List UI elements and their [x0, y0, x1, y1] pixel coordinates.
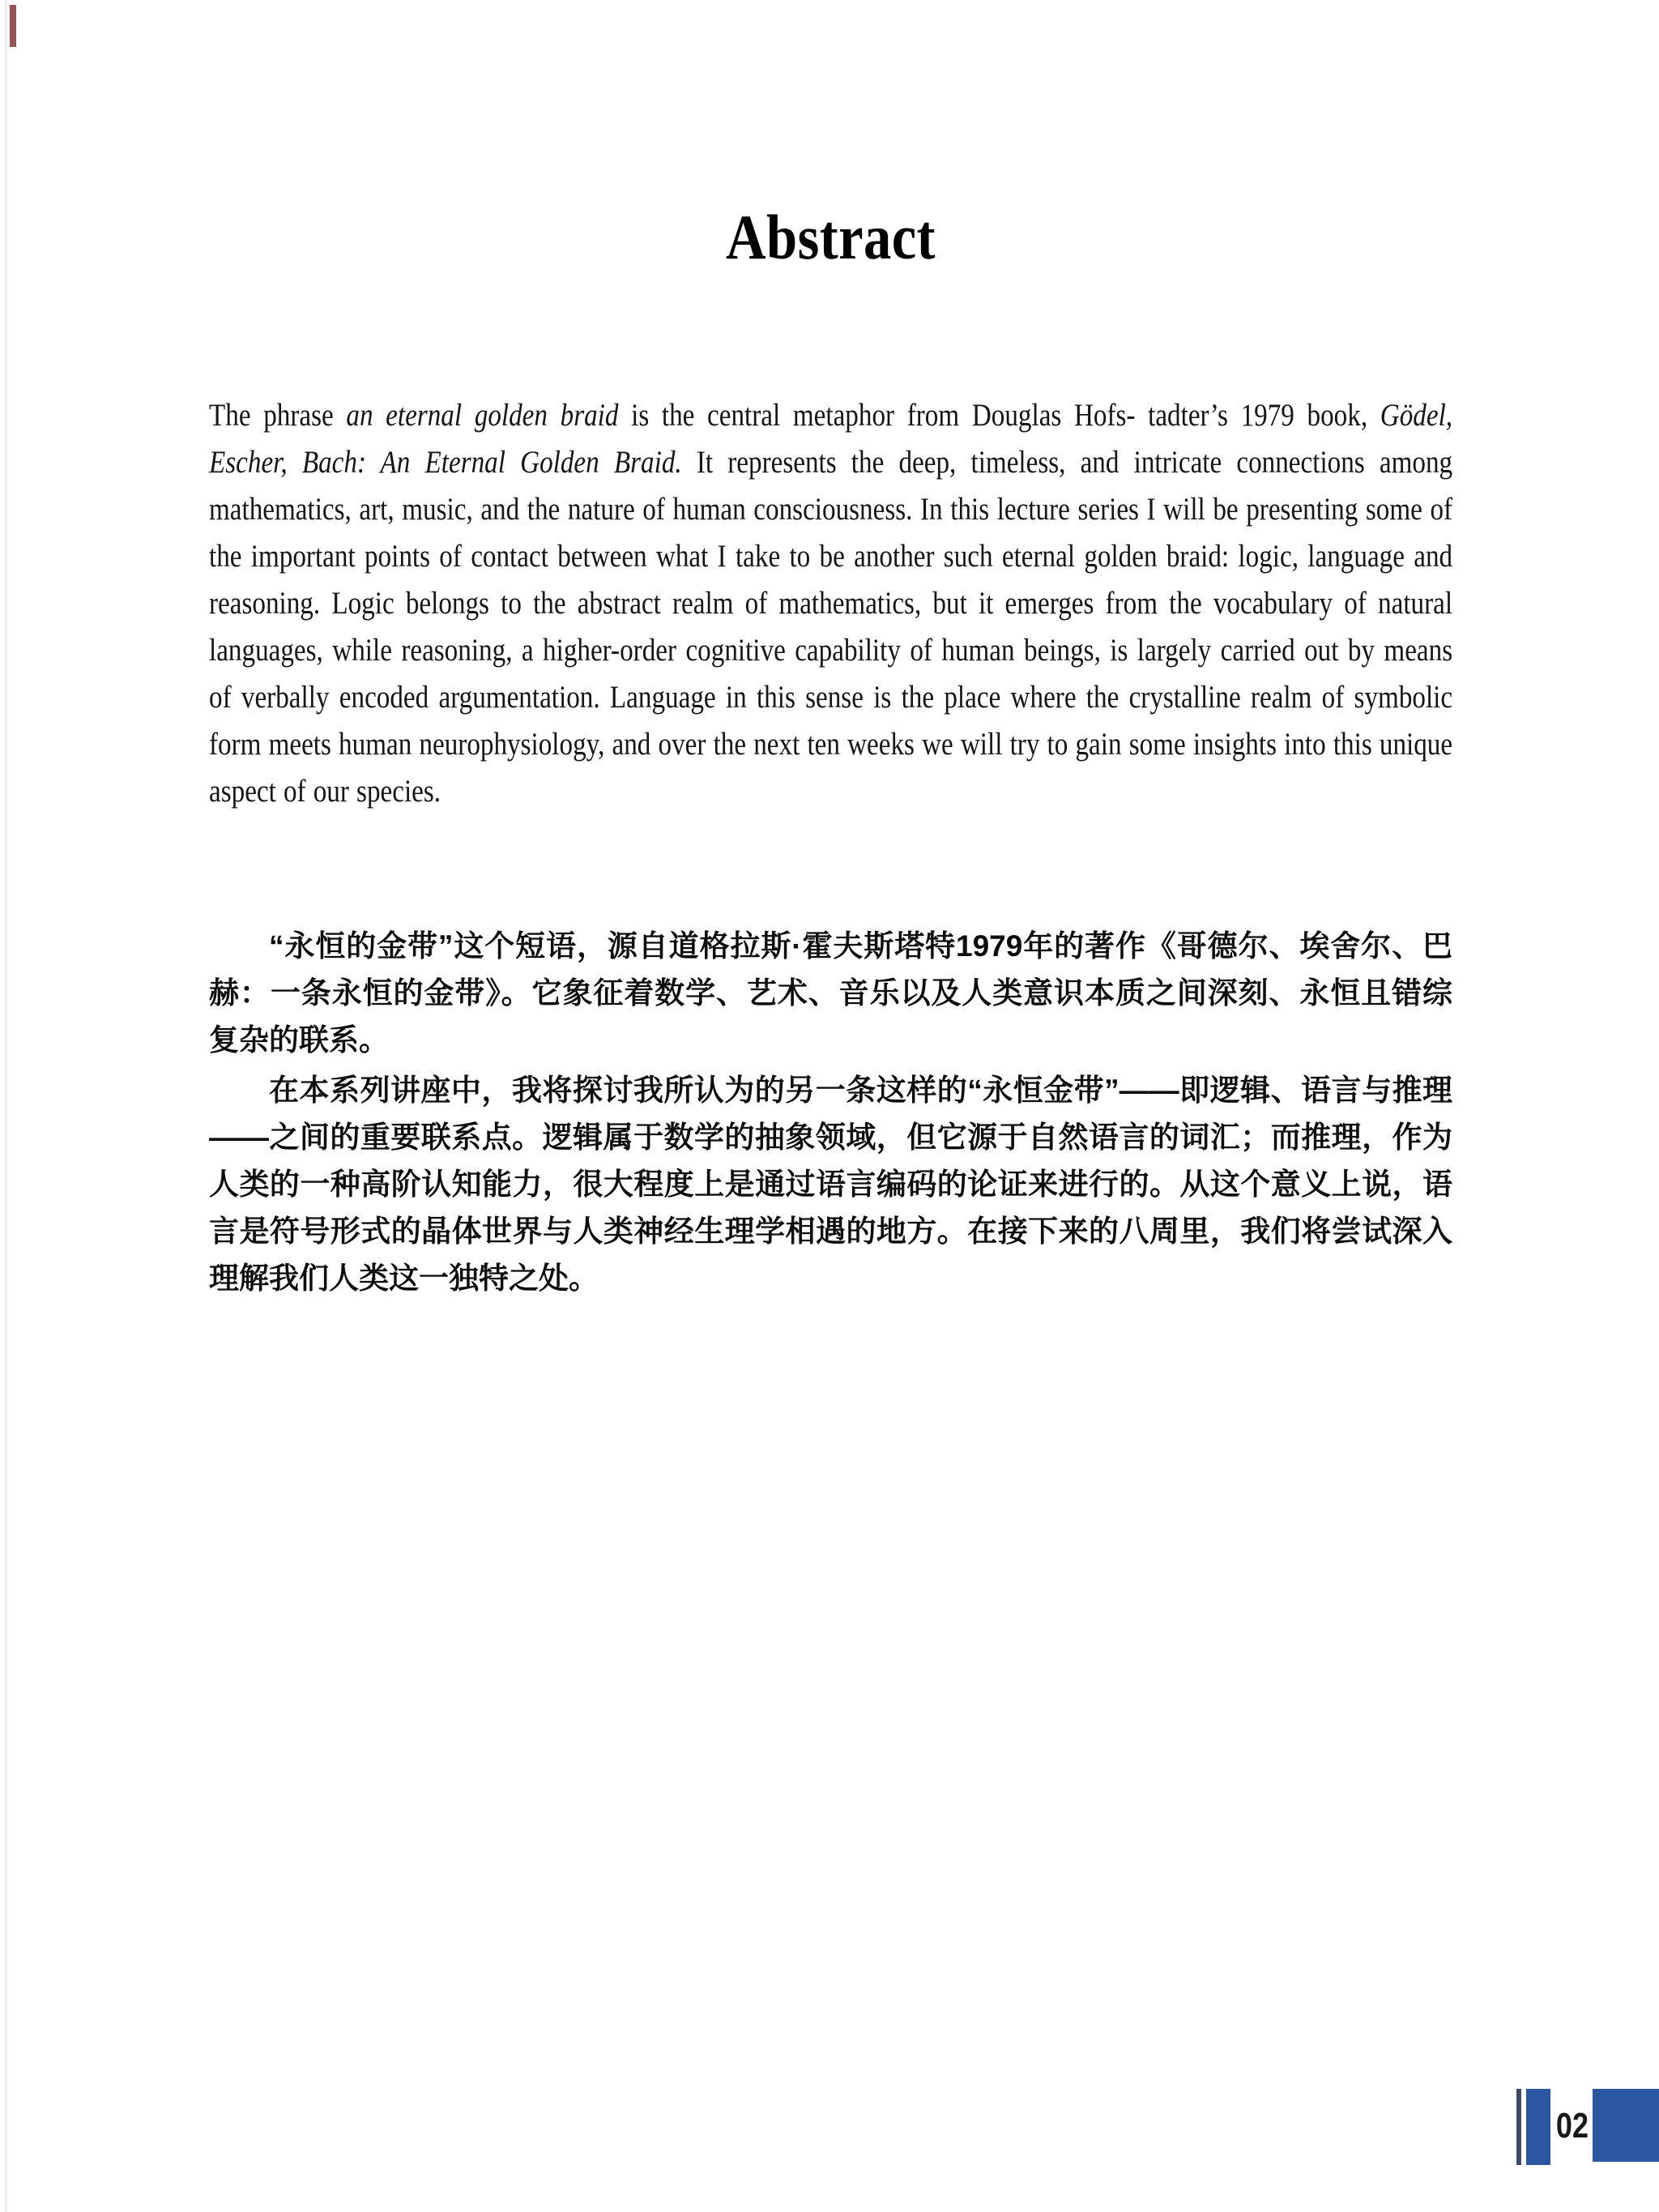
footer-wide-bar: [1593, 2089, 1659, 2162]
abstract-en-segment: is the central metaphor from Douglas Hofs- tadter’s 1979 book,: [618, 398, 1380, 433]
abstract-zh-paragraph: 在本系列讲座中，我将探讨我所认为的另一条这样的“永恒金带”——即逻辑、语言与推理——之间的重要联系点。逻辑属于数学的抽象领域，但它源于自然语言的词汇；而推理，作为人类的一种高阶认知能力，很大程度上是通过语言编码的论证来进行的。从这个意义上说，语言是符号形式的晶体世界与人类神经生理学相遇的地方。在接下来的八周里，我们将尝试深入理解我们人类这一独特之处。: [209, 1074, 1452, 1295]
content-column: [209, 0, 1452, 2212]
footer-thin-bar: [1516, 2089, 1521, 2165]
abstract-en-segment: The phrase: [209, 398, 347, 433]
abstract-en-segment: It represents the deep, timeless, and intricate connections among mathematics, art, music, and the nature of human consciousness. In this lecture series I will be presenting some of the important points of contact between what I take to be another such eternal golden braid: logic, language and reasoning. Logic belongs to the abstract realm of mathematics, but it emerges from the vocabulary of natural languages, while reasoning, a higher-order cognitive capability of human beings, is largely carried out by means of verbally encoded argumentation. Language in this sense is the place where the crystalline realm of symbolic form meets human neurophysiology, and over the next ten weeks we will try to gain some insights into this unique aspect of our species.: [209, 445, 1453, 809]
corner-mark: [10, 5, 16, 47]
footer-thick-bar: [1526, 2089, 1550, 2165]
abstract-zh-paragraph: “永恒的金带”这个短语，源自道格拉斯·霍夫斯塔特1979年的著作《哥德尔、埃舍尔、巴赫：一条永恒的金带》。它象征着数学、艺术、音乐以及人类意识本质之间深刻、永恒且错综复杂的联系。: [209, 929, 1452, 1057]
abstract-en-italic-segment: an eternal golden braid: [346, 398, 619, 433]
page-title: Abstract: [726, 202, 936, 272]
page-edge-artifact: [5, 0, 7, 2212]
abstract-chinese-translation: [209, 923, 1452, 1302]
abstract-en-italic-segment: Gödel, Escher, Bach: An Eternal Golden Braid.: [209, 398, 1453, 480]
page-number: 02: [1555, 2106, 1589, 2146]
abstract-english-paragraph: [209, 392, 1452, 815]
